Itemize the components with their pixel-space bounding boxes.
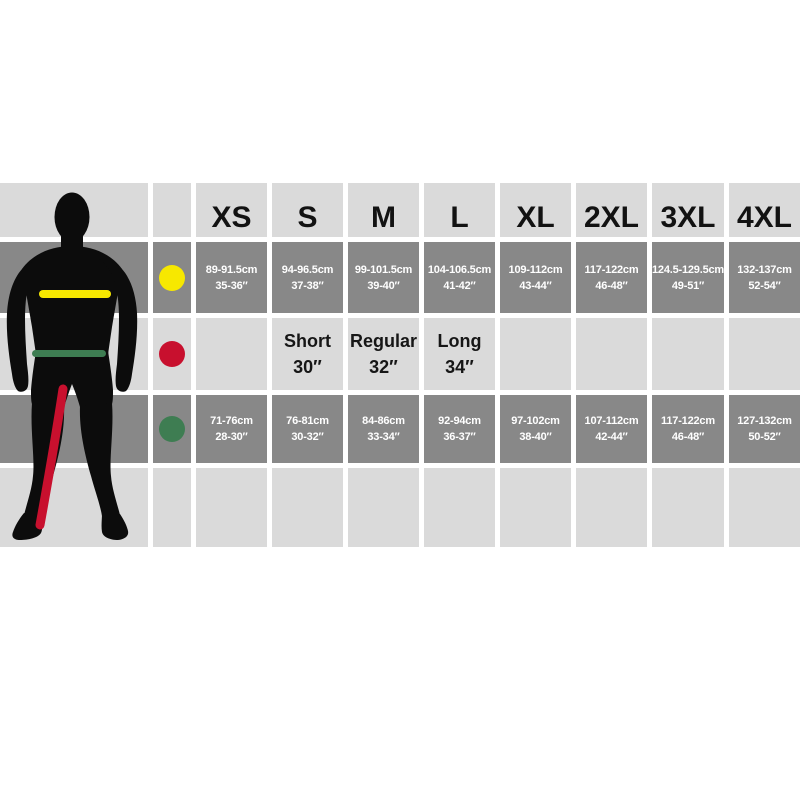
right-foot <box>102 513 129 540</box>
waist-green-dot-icon <box>159 416 185 442</box>
chest-cm: 94-96.5cm <box>281 263 334 276</box>
inseam-cell <box>652 318 724 390</box>
inseam-cell <box>729 318 800 390</box>
fit-length: 30″ <box>293 357 322 377</box>
chest-measurement-cell <box>652 242 724 313</box>
marker-column-header-band <box>153 183 191 237</box>
right-leg <box>80 403 120 516</box>
size-chart <box>0 183 800 547</box>
inseam-cell <box>272 318 343 390</box>
size-column-header-l: L <box>424 183 495 237</box>
inseam-cell <box>196 318 267 390</box>
waist-in: 42-44″ <box>595 431 628 443</box>
waist-cm: 97-102cm <box>511 415 560 427</box>
chest-measurement-cell <box>196 242 267 313</box>
waist-measure-line <box>32 350 106 357</box>
body-silhouette <box>7 193 137 541</box>
chest-yellow-dot-icon <box>159 265 185 291</box>
waist-in: 38-40″ <box>519 431 552 443</box>
waist-measurement-cell <box>348 395 419 463</box>
chest-in: 46-48″ <box>595 279 628 292</box>
waist-marker-cell <box>153 395 191 463</box>
chest-in: 39-40″ <box>367 279 400 292</box>
waist-measurement-cell <box>729 395 800 463</box>
chest-cm: 124.5-129.5cm <box>651 263 724 276</box>
waist-cm: 117-122cm <box>661 415 715 427</box>
fit-label: Long <box>437 331 482 351</box>
chest-marker-cell <box>153 242 191 313</box>
chest-measurement-cell <box>424 242 495 313</box>
waist-cm: 76-81cm <box>286 415 329 427</box>
fit-label: Short <box>283 331 331 351</box>
waist-measurement-cell <box>272 395 343 463</box>
waist-measurement-cell <box>652 395 724 463</box>
waist-in: 46-48″ <box>671 431 705 443</box>
inseam-cell <box>424 318 495 390</box>
empty-cell <box>196 468 267 547</box>
chest-cm: 132-137cm <box>737 263 792 276</box>
waist-cm: 127-132cm <box>737 415 792 427</box>
waist-measurement-cell <box>500 395 571 463</box>
chest-in: 49-51″ <box>671 279 705 292</box>
chest-cm: 117-122cm <box>584 263 639 276</box>
chest-measurement-cell <box>348 242 419 313</box>
waist-cm: 71-76cm <box>210 415 253 427</box>
size-column-header-m: M <box>348 183 419 237</box>
fit-length: 34″ <box>445 357 474 377</box>
chest-in: 41-42″ <box>443 279 476 292</box>
size-column-header-2xl: 2XL <box>576 183 647 237</box>
empty-cell <box>424 468 495 547</box>
waist-in: 28-30″ <box>215 431 248 443</box>
waist-cm: 107-112cm <box>584 415 639 427</box>
inseam-cell <box>576 318 647 390</box>
chest-measurement-cell <box>729 242 800 313</box>
chest-measure-line <box>39 290 111 298</box>
size-column-header-4xl: 4XL <box>729 183 800 237</box>
chest-cm: 99-101.5cm <box>354 263 413 276</box>
chest-cm: 89-91.5cm <box>205 263 258 276</box>
size-column-header-xs: XS <box>196 183 267 237</box>
empty-cell <box>729 468 800 547</box>
inseam-cell <box>348 318 419 390</box>
empty-cell <box>500 468 571 547</box>
chest-cm: 109-112cm <box>508 263 563 276</box>
waist-in: 30-32″ <box>291 431 324 443</box>
empty-cell <box>348 468 419 547</box>
waist-in: 33-34″ <box>367 431 400 443</box>
inseam-red-dot-icon <box>159 341 185 367</box>
waist-in: 36-37″ <box>443 431 476 443</box>
chest-in: 52-54″ <box>748 279 781 292</box>
male-silhouette-figure <box>0 183 150 547</box>
waist-cm: 92-94cm <box>438 415 481 427</box>
chest-in: 43-44″ <box>519 279 552 292</box>
chest-measurement-cell <box>272 242 343 313</box>
waist-measurement-cell <box>424 395 495 463</box>
chest-measurement-cell <box>576 242 647 313</box>
waist-in: 50-52″ <box>748 431 781 443</box>
chest-in: 35-36″ <box>215 279 248 292</box>
waist-measurement-cell <box>196 395 267 463</box>
empty-cell <box>652 468 724 547</box>
empty-cell <box>272 468 343 547</box>
inseam-cell <box>500 318 571 390</box>
fit-length: 32″ <box>369 357 398 377</box>
fit-label: Regular <box>349 331 417 351</box>
marker-column-footer-band <box>153 468 191 547</box>
empty-cell <box>576 468 647 547</box>
size-column-header-s: S <box>272 183 343 237</box>
inseam-marker-cell <box>153 318 191 390</box>
waist-measurement-cell <box>576 395 647 463</box>
waist-cm: 84-86cm <box>362 415 405 427</box>
size-column-header-3xl: 3XL <box>652 183 724 237</box>
chest-measurement-cell <box>500 242 571 313</box>
chest-in: 37-38″ <box>291 279 324 292</box>
chest-cm: 104-106.5cm <box>427 263 492 276</box>
size-column-header-xl: XL <box>500 183 571 237</box>
shorts <box>31 351 113 407</box>
